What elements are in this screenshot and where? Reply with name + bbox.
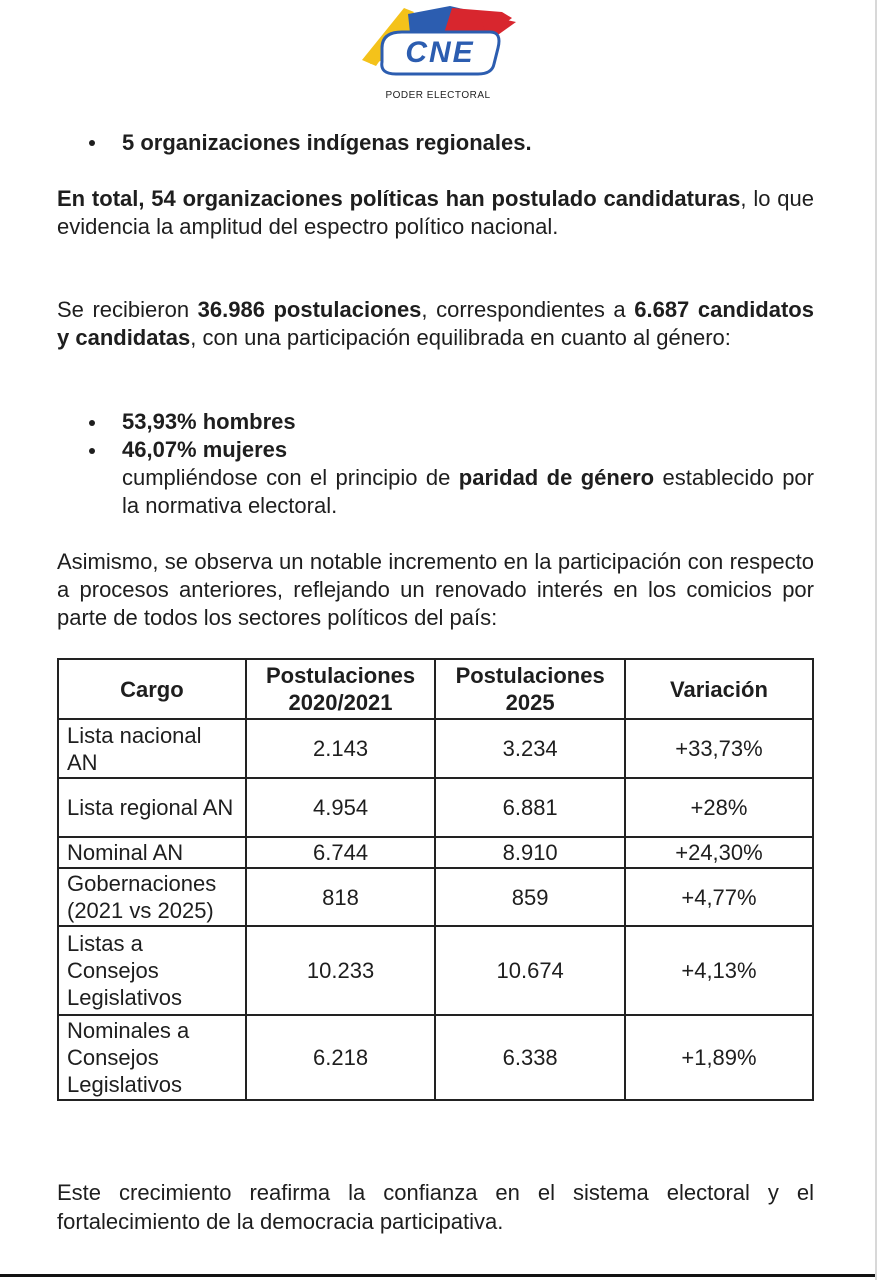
cell-curr: 10.674 [435, 926, 625, 1015]
gender-women: 46,07% mujeres [122, 437, 288, 462]
cell-cargo: Lista regional AN [58, 778, 246, 837]
cell-prev: 4.954 [246, 778, 436, 837]
header-cargo: Cargo [58, 659, 246, 719]
paragraph-total-bold: En total, 54 organizaciones políticas han postulado candidaturas [57, 186, 741, 211]
paragraph-total [57, 185, 814, 241]
cell-prev: 10.233 [246, 926, 436, 1015]
table-row [58, 778, 813, 837]
para2-bold-2: 6.687 candidatos y candidatas [57, 297, 814, 350]
cell-cargo: Listas a Consejos Legislativos [58, 926, 246, 1015]
cell-prev: 2.143 [246, 719, 436, 778]
header-curr: Postulaciones 2025 [435, 659, 625, 719]
para2-text-1: Se recibieron [57, 297, 198, 322]
paragraph-total-rest: , lo que evidencia la amplitud del espectro político nacional. [57, 186, 815, 239]
paragraph-increase: Asimismo, se observa un notable incremento en la participación con respecto a procesos anteriores, reflejando un renovado interés en los comicios por parte de todos los sectores políticos del país: [57, 549, 814, 630]
cell-variation: +4,13% [625, 926, 813, 1015]
cne-logo [352, 2, 524, 106]
gender-list [57, 408, 814, 520]
paragraph-postulations [57, 296, 814, 352]
bottom-divider [0, 1274, 877, 1277]
cell-variation: +24,30% [625, 837, 813, 868]
para2-text-3: , con una participación equilibrada en cuanto al género: [190, 325, 731, 350]
cell-curr: 859 [435, 868, 625, 926]
list-item [57, 436, 814, 464]
cell-curr: 8.910 [435, 837, 625, 868]
cell-prev: 818 [246, 868, 436, 926]
table-row [58, 1015, 813, 1100]
cell-cargo: Lista nacional AN [58, 719, 246, 778]
cell-curr: 3.234 [435, 719, 625, 778]
cell-variation: +1,89% [625, 1015, 813, 1100]
cell-cargo: Nominal AN [58, 837, 246, 868]
header-prev: Postulaciones 2020/2021 [246, 659, 436, 719]
cell-variation: +4,77% [625, 868, 813, 926]
table-row [58, 719, 813, 778]
gender-note-bold: paridad de género [458, 465, 655, 490]
table-row [58, 837, 813, 868]
table-header-row [58, 659, 813, 719]
logo-subtitle: PODER ELECTORAL [385, 90, 491, 101]
postulations-table [57, 658, 814, 1101]
list-item [57, 128, 814, 157]
cell-variation: +28% [625, 778, 813, 837]
cell-cargo: Nominales a Consejos Legislativos [58, 1015, 246, 1100]
gender-men: 53,93% hombres [122, 409, 296, 434]
table-row [58, 868, 813, 926]
header-variation: Variación [625, 659, 813, 719]
bullet-list-top [57, 128, 814, 157]
bullet-text: 5 organizaciones indígenas regionales. [122, 130, 532, 155]
cell-curr: 6.338 [435, 1015, 625, 1100]
paragraph-conclusion: Este crecimiento reafirma la confianza en el sistema electoral y el fortalecimiento de la democracia participativa. [57, 1180, 814, 1234]
cell-variation: +33,73% [625, 719, 813, 778]
logo-text: CNE [405, 36, 475, 69]
cell-prev: 6.744 [246, 837, 436, 868]
para2-text-2: , correspondientes a [421, 297, 635, 322]
list-item [57, 408, 814, 436]
gender-note-pre: cumpliéndose con el principio de [122, 465, 459, 490]
cell-prev: 6.218 [246, 1015, 436, 1100]
table-row [58, 926, 813, 1015]
gender-note [57, 464, 814, 520]
cell-cargo: Gobernaciones (2021 vs 2025) [58, 868, 246, 926]
gender-note-post: establecido por la normativa electoral. [122, 465, 814, 518]
cell-curr: 6.881 [435, 778, 625, 837]
para2-bold-1: 36.986 postulaciones [197, 297, 422, 322]
